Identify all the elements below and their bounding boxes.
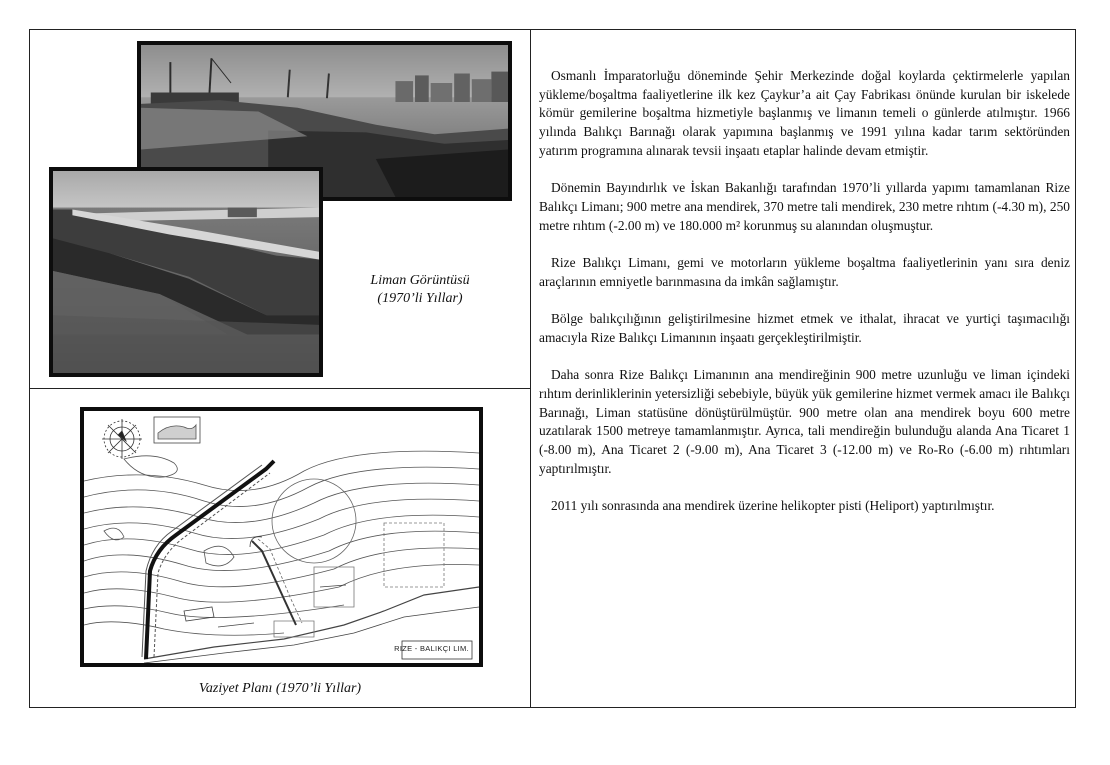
paragraph: 2011 yılı sonrasında ana mendirek üzerine helikopter pisti (Heliport) yaptırılmıştır. bbox=[551, 498, 995, 514]
content-table bbox=[29, 29, 1076, 708]
column-divider bbox=[530, 30, 531, 707]
paragraph: Bölge balıkçılığının geliştirilmesine hizmet etmek ve ithalat, ihracat ve yurtiçi taşımacılığı amacıyla Rize Balıkçı Limanının inşaatı gerçekleştirilmiştir. bbox=[539, 311, 1070, 345]
harbor-photo-front bbox=[49, 167, 323, 377]
compass-icon bbox=[102, 419, 142, 459]
paragraph: Dönemin Bayındırlık ve İskan Bakanlığı tarafından 1970’li yıllarda yapımı tamamlanan Rize Balıkçı Limanı; 900 metre ana mendirek, 370 metre tali mendirek, 230 metre rıhtım (-4.30 m), 250 metre rıhtım (-2.00 m) ve 180.000 m² korunmuş su alanından oluşmuştur. bbox=[539, 180, 1070, 233]
site-plan-drawing bbox=[80, 407, 483, 667]
history-text bbox=[539, 67, 1070, 534]
row-divider bbox=[30, 388, 530, 389]
plan-caption: Vaziyet Planı (1970’li Yıllar) bbox=[198, 681, 362, 696]
paragraph: Osmanlı İmparatorluğu döneminde Şehir Merkezinde doğal koylarda çektirmelerle yapılan yükleme/boşaltma faaliyetlerine ilk kez Çaykur’a ait Çay Fabrikası önünde kurulan bir iskelede kömür gemilerine boşaltma hizmetiyle başlanmış ve limanın temeli o günlerde atılmıştır. 1966 yılında Balıkçı Barınağı olarak yapımına başlanmış ve 1991 yılına kadar tarım sektöründen yatırım programına alınarak tevsii inşaatı etaplar halinde devam etmiştir. bbox=[539, 68, 1070, 158]
photo-caption bbox=[350, 272, 490, 308]
plan-stamp: RIZE - BALIKÇI LIM. bbox=[394, 644, 469, 653]
paragraph: Daha sonra Rize Balıkçı Limanının ana mendireğinin 900 metre uzunluğu ve liman içindeki rıhtım derinliklerinin yetersizliği sebebiyle, büyük yük gemilerine hizmet vermek amacı ile Balıkçı Barınağı, Liman statüsüne dönüştürülmüştür. 900 metre olan ana mendirek boyu 600 metre uzatılarak 1500 metreye tamamlanmıştır. Ayrıca, tali mendireğin bulunduğu alanda Ana Ticaret 1 (-8.00 m), Ana Ticaret 2 (-9.00 m), Ana Ticaret 3 (-12.00 m) ve Ro-Ro (-6.00 m) rıhtımları yaptırılmıştır. bbox=[539, 367, 1071, 476]
photo-caption-title: Liman Görüntüsü bbox=[370, 273, 470, 288]
photo-caption-period: (1970’li Yıllar) bbox=[377, 291, 463, 306]
paragraph: Rize Balıkçı Limanı, gemi ve motorların yükleme boşaltma faaliyetlerinin yanı sıra deniz araçlarının emniyetle barınmasına da imkân sağlamıştır. bbox=[539, 255, 1070, 289]
